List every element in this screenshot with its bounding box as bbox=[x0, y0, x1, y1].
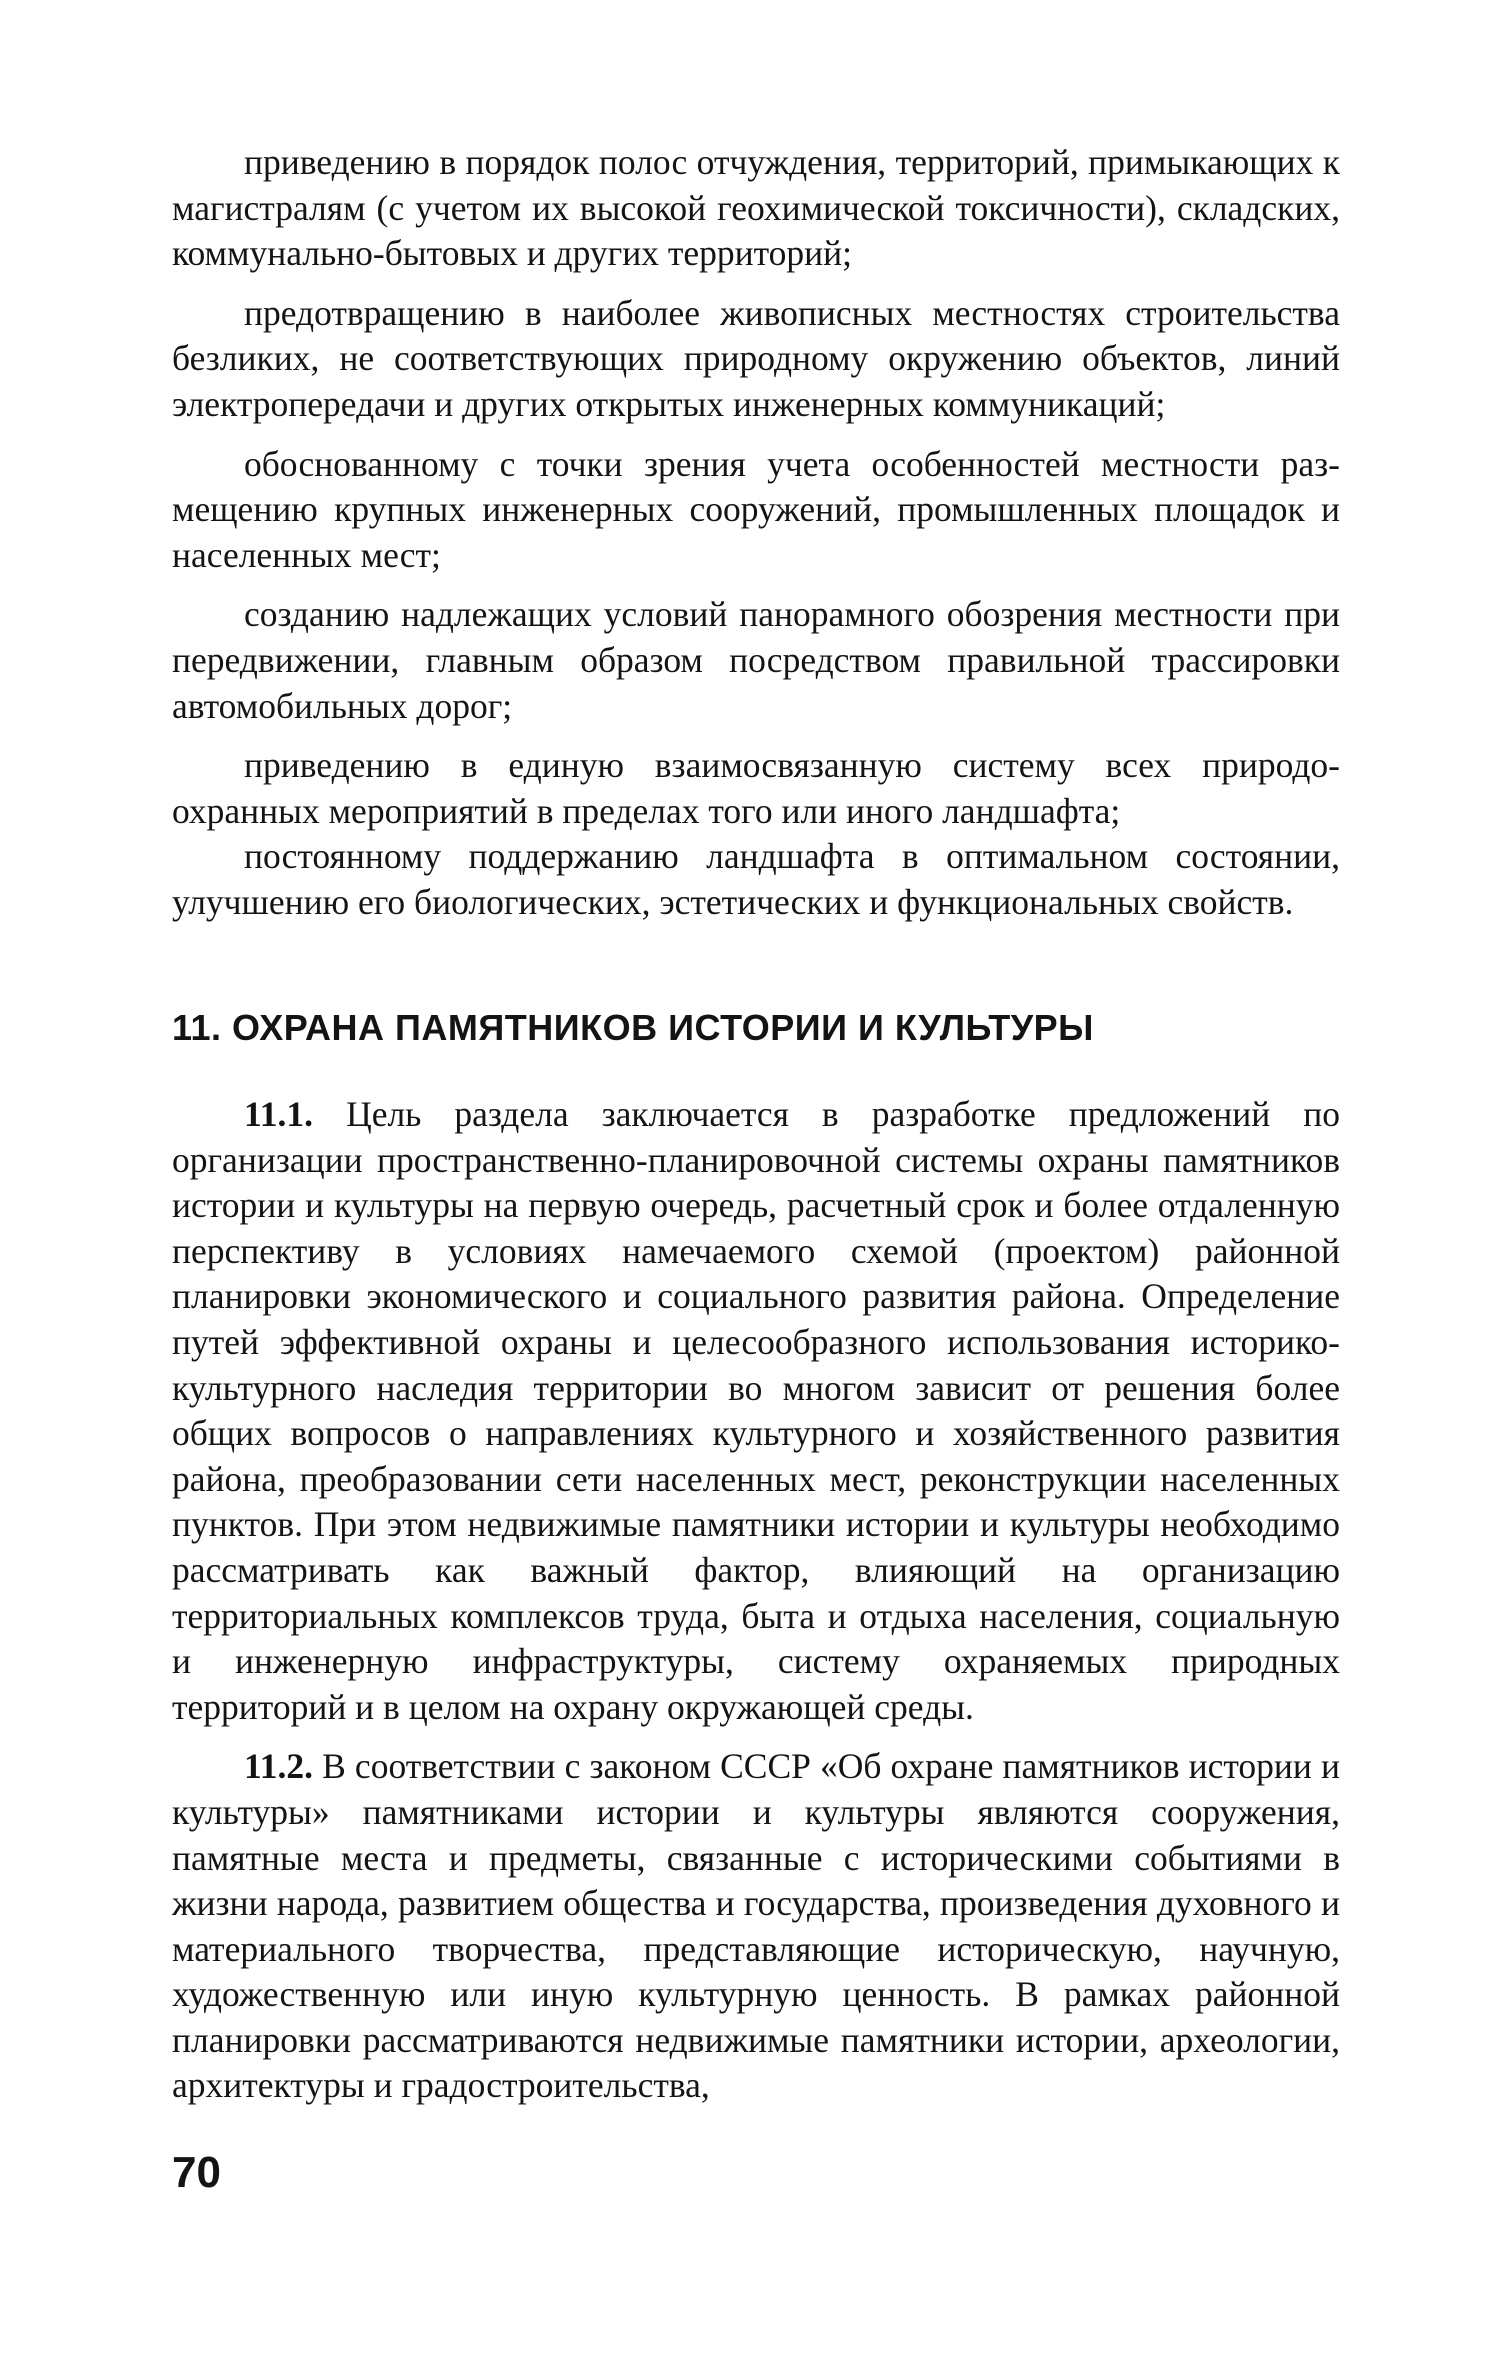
section-heading: 11. ОХРАНА ПАМЯТНИКОВ ИСТОРИИ И КУЛЬТУРЫ bbox=[172, 1007, 1094, 1048]
clause-number: 11.2. bbox=[244, 1746, 314, 1787]
clause-number: 11.1. bbox=[244, 1094, 314, 1134]
paragraph: постоянному поддержанию ландшафта в оптимальном состоянии, улучшению его биологических, эстетических и функциональных свойств. bbox=[172, 836, 1340, 922]
clause-text: В соответствии с законом СССР «Об охране памятников истории и культуры» памятниками истории и культуры являются сооружения, памятные места и предметы, связанные с историческими событиями в жизни народа, развитием общества и государства, произведения духовного и материального творчества, представляющие историческую, научную, художественную или иную культурную ценность. В рамках районной планировки рассматриваются недвижимые памятники истории, археологии, архитектуры и градостроительства, bbox=[172, 1746, 1341, 2106]
clause-paragraph bbox=[172, 1744, 1340, 2109]
paragraph: приведению в единую взаимосвязанную систему всех природоохранных мероприятий в пределах того или иного ландшафта; bbox=[172, 745, 1340, 831]
paragraph: обоснованному с точки зрения учета особенностей местности размещению крупных инженерных сооружений, промышленных площадок и населенных мест; bbox=[172, 443, 1340, 575]
list-continuation bbox=[172, 140, 1340, 926]
paragraph: созданию надлежащих условий панорамного обозрения местности при передвижении, главным образом посредством правильной трассировки автомобильных дорог; bbox=[172, 594, 1340, 726]
paragraph: предотвращению в наиболее живописных местностях строительства безликих, не соответствующих природному окружению объектов, линий электропередачи и других открытых инженерных коммуникаций; bbox=[172, 292, 1340, 424]
page-number: 70 bbox=[172, 2148, 221, 2197]
clause-text: Цель раздела заключается в разработке предложений по организации пространственно-планировочной системы охраны памятников истории и культуры на первую очередь, расчетный срок и более отдаленную перспективу в условиях намечаемого схемой (проектом) районной планировки экономического и социального развития района. Определение путей эффективной охраны и целесообразного использования историко-культурного наследия территории во многом зависит от решения более общих вопросов о направлениях культурного и хозяйственного развития района, преобразовании сети населенных мест, реконструкции населенных пунктов. При этом недвижимые памятники истории и культуры необходимо рассматривать как важный фактор, влияющий на организацию территориальных комплексов труда, быта и отдыха населения, социальную и инженерную инфраструктуры, систему охраняемых природных территорий и в целом на охрану окружающей среды. bbox=[172, 1094, 1341, 1727]
paragraph: приведению в порядок полос отчуждения, территорий, примыкающих к магистралям (с учетом их высокой геохимической токсичности), складских, коммунально-бытовых и других территорий; bbox=[172, 142, 1340, 274]
section-body bbox=[172, 1092, 1340, 2109]
clause-paragraph bbox=[172, 1092, 1340, 1730]
